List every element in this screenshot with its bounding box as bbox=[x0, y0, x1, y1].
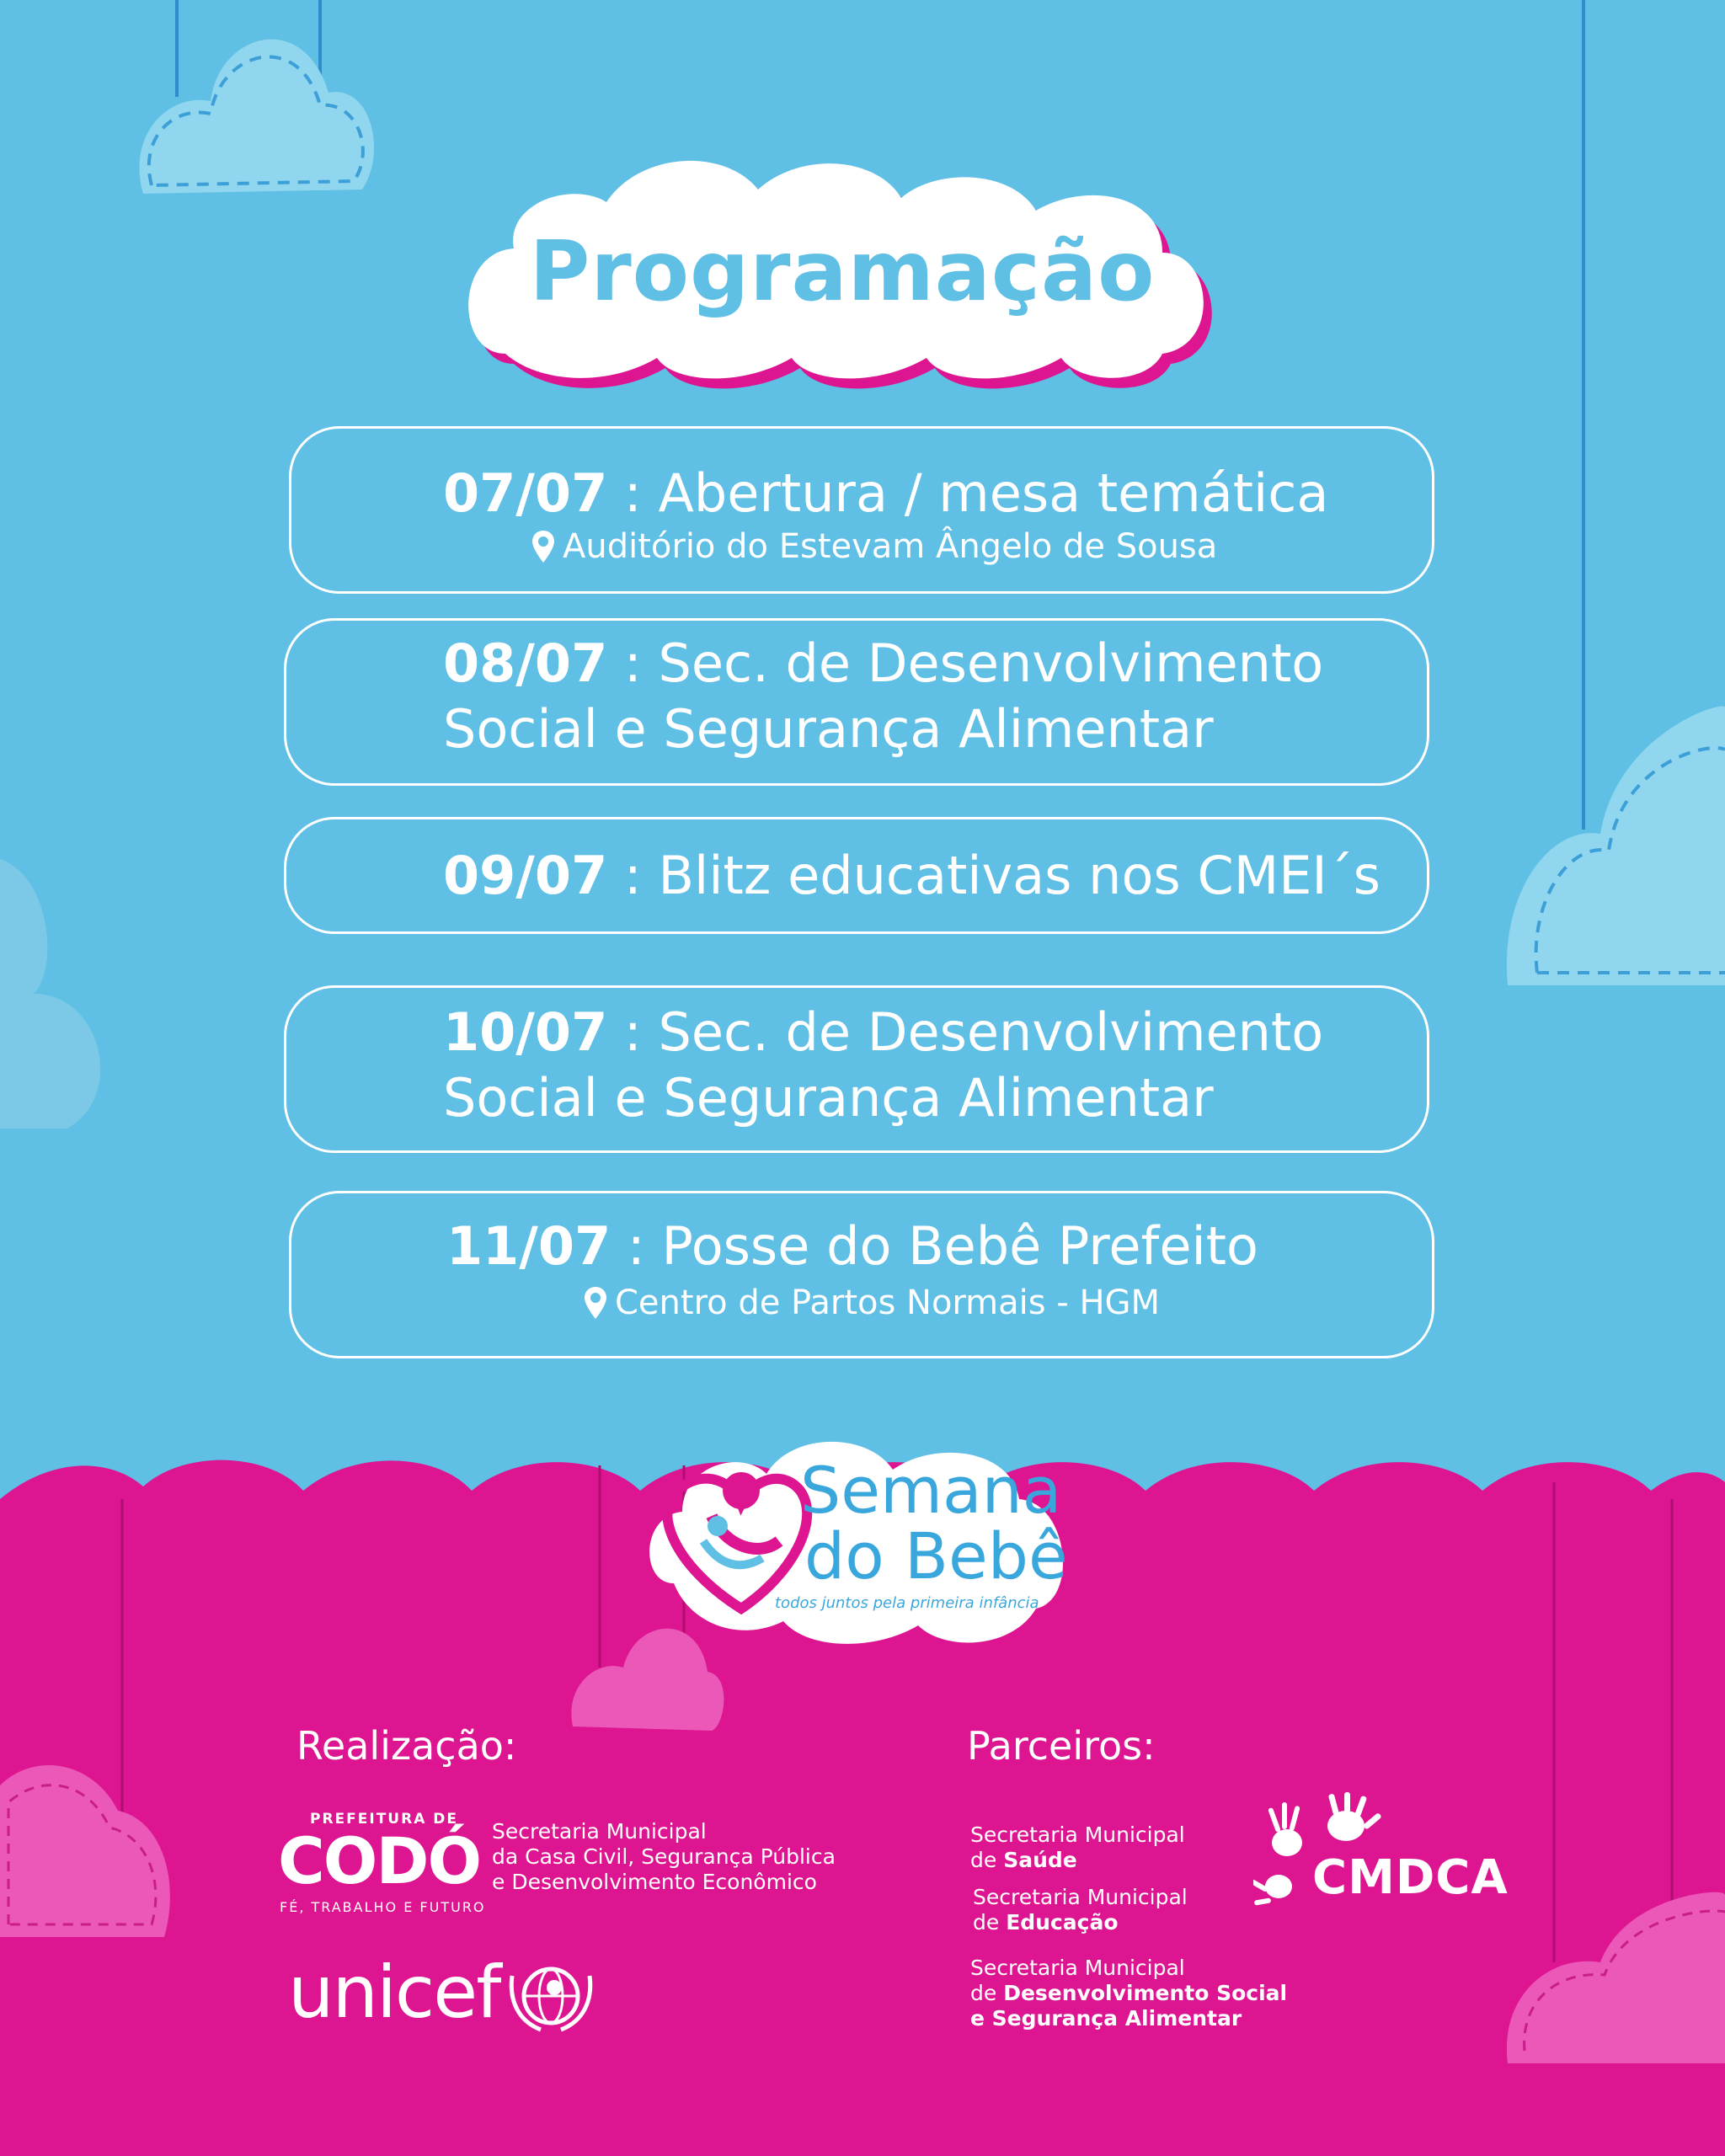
unicef-emblem-icon bbox=[507, 1959, 595, 2035]
parceiros-heading: Parceiros: bbox=[967, 1723, 1156, 1769]
parceiro-educacao-line-2: de Educação bbox=[973, 1910, 1119, 1935]
schedule-item-0807 bbox=[284, 618, 1429, 786]
event-logo-tagline: todos juntos pela primeira infância bbox=[775, 1594, 1039, 1612]
parceiro-desenvolvimento-line-1: Secretaria Municipal bbox=[970, 1956, 1185, 1980]
schedule-line: 07/07 : Abertura / mesa temática bbox=[443, 462, 1329, 524]
schedule-item-1107 bbox=[289, 1191, 1434, 1358]
schedule-item-0907 bbox=[284, 817, 1429, 934]
realizacao-heading: Realização: bbox=[296, 1723, 517, 1769]
schedule-description: Sec. de Desenvolvimento bbox=[658, 632, 1324, 694]
schedule-line-2: Social e Segurança Alimentar bbox=[443, 1067, 1214, 1129]
page-title: Programação bbox=[529, 224, 1156, 320]
schedule-line: 11/07 : Posse do Bebê Prefeito bbox=[446, 1215, 1258, 1277]
schedule-item-1007 bbox=[284, 985, 1429, 1153]
schedule-description: Posse do Bebê Prefeito bbox=[661, 1215, 1258, 1277]
parceiro-saude-line-2: de Saúde bbox=[970, 1848, 1077, 1872]
unicef-logo: unicef bbox=[288, 1951, 500, 2035]
schedule-line: 09/07 : Blitz educativas nos CMEI´s bbox=[443, 845, 1381, 906]
event-logo-title-1: Semana bbox=[800, 1453, 1062, 1528]
schedule-line: 08/07 : Sec. de Desenvolvimento bbox=[443, 632, 1324, 694]
parceiro-saude-line-1: Secretaria Municipal bbox=[970, 1822, 1185, 1847]
parceiro-desenvolvimento-line-3: e Segurança Alimentar bbox=[970, 2006, 1242, 2031]
schedule-line: 10/07 : Sec. de Desenvolvimento bbox=[443, 1001, 1324, 1063]
schedule-description: Abertura / mesa temática bbox=[658, 462, 1329, 524]
secretaria-line-1: Secretaria Municipal bbox=[492, 1819, 707, 1844]
secretaria-line-3: e Desenvolvimento Econômico bbox=[492, 1870, 817, 1894]
schedule-date: 09/07 bbox=[443, 845, 608, 906]
location-pin-icon bbox=[583, 1285, 608, 1321]
schedule-line-2: Social e Segurança Alimentar bbox=[443, 698, 1214, 760]
prefeitura-top: PREFEITURA DE bbox=[310, 1811, 459, 1828]
parceiro-desenvolvimento-line-2: de Desenvolvimento Social bbox=[970, 1981, 1288, 2005]
schedule-description: Sec. de Desenvolvimento bbox=[658, 1001, 1324, 1063]
schedule-date: 10/07 bbox=[443, 1001, 608, 1063]
schedule-date: 08/07 bbox=[443, 632, 608, 694]
secretaria-line-2: da Casa Civil, Segurança Pública bbox=[492, 1844, 836, 1869]
schedule-location: Centro de Partos Normais - HGM bbox=[583, 1283, 1160, 1323]
schedule-location: Auditório do Estevam Ângelo de Sousa bbox=[531, 526, 1217, 567]
schedule-item-0707 bbox=[289, 426, 1434, 594]
schedule-date: 07/07 bbox=[443, 462, 608, 524]
location-pin-icon bbox=[531, 529, 556, 564]
prefeitura-slogan: FÉ, TRABALHO E FUTURO bbox=[280, 1899, 486, 1915]
codo-logo: CODÓ bbox=[278, 1823, 481, 1898]
schedule-date: 11/07 bbox=[446, 1215, 611, 1277]
schedule-description: Blitz educativas nos CMEI´s bbox=[658, 845, 1381, 906]
parceiro-educacao-line-1: Secretaria Municipal bbox=[973, 1885, 1188, 1909]
event-logo-title-2: do Bebê bbox=[804, 1518, 1068, 1593]
cmdca-logo-text: CMDCA bbox=[1312, 1850, 1509, 1905]
